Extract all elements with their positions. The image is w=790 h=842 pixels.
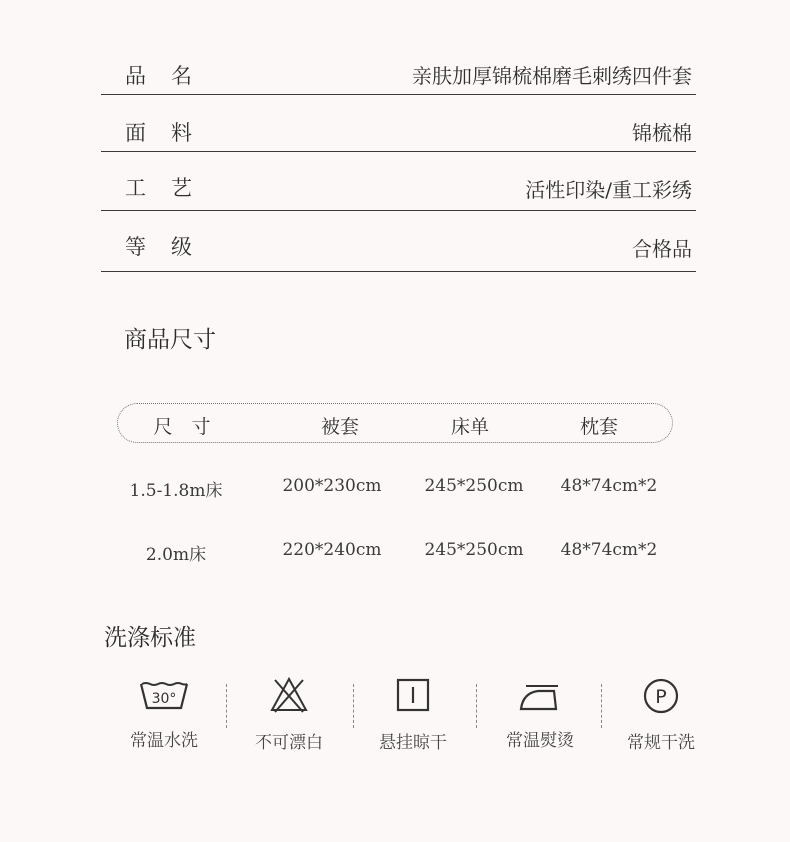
care-divider — [353, 684, 354, 728]
care-divider — [226, 684, 227, 728]
cell-size: 2.0m床 — [145, 545, 207, 565]
care-label: 常温熨烫 — [506, 731, 574, 751]
iron-icon — [512, 676, 568, 716]
cell-pillowcase: 48*74cm*2 — [560, 540, 658, 560]
cell-sheet: 245*250cm — [424, 540, 524, 560]
care-label: 常规干洗 — [627, 733, 695, 753]
spec-label: 面 料 — [125, 121, 194, 145]
spec-row-grade — [101, 211, 696, 272]
dry-clean-p-icon — [633, 676, 689, 716]
care-item-wash — [109, 676, 219, 756]
care-label: 常温水洗 — [130, 731, 198, 751]
dry-clean-letter: P — [655, 686, 667, 708]
care-divider — [601, 684, 602, 728]
spec-value: 亲肤加厚锦梳棉磨毛刺绣四件套 — [412, 64, 692, 88]
spec-row-craft — [101, 152, 696, 211]
table-row — [0, 540, 790, 570]
care-item-bleach — [234, 676, 344, 756]
spec-value: 锦梳棉 — [632, 121, 692, 145]
cell-duvet: 220*240cm — [282, 540, 382, 560]
cell-sheet: 245*250cm — [424, 476, 524, 496]
hang-dry-icon — [385, 676, 441, 716]
cell-pillowcase: 48*74cm*2 — [560, 476, 658, 496]
size-table-header — [117, 403, 673, 443]
spec-value: 活性印染/重工彩绣 — [525, 178, 692, 202]
table-row — [0, 476, 790, 506]
spec-row-fabric — [101, 95, 696, 152]
cell-size: 1.5-1.8m床 — [129, 481, 223, 501]
care-divider — [476, 684, 477, 728]
spec-label: 工 艺 — [125, 176, 194, 200]
spec-label: 品 名 — [125, 64, 194, 88]
wash-temp-text: 30° — [151, 691, 177, 707]
header-sheet: 床单 — [450, 416, 490, 438]
wash-30-icon — [136, 676, 192, 716]
care-item-dry-clean — [606, 676, 716, 756]
spec-label: 等 级 — [125, 235, 194, 259]
spec-row-name — [101, 52, 696, 95]
care-item-hang-dry — [358, 676, 468, 756]
header-duvet: 被套 — [320, 416, 360, 438]
spec-value: 合格品 — [632, 237, 692, 261]
care-item-iron — [485, 676, 595, 756]
care-label: 悬挂晾干 — [379, 733, 447, 753]
cell-duvet: 200*230cm — [282, 476, 382, 496]
header-size: 尺 寸 — [153, 416, 211, 438]
care-label: 不可漂白 — [255, 733, 323, 753]
no-bleach-icon — [261, 676, 317, 716]
size-section-title: 商品尺寸 — [124, 327, 216, 353]
care-section-title: 洗涤标准 — [104, 625, 196, 651]
header-pillowcase: 枕套 — [579, 416, 619, 438]
